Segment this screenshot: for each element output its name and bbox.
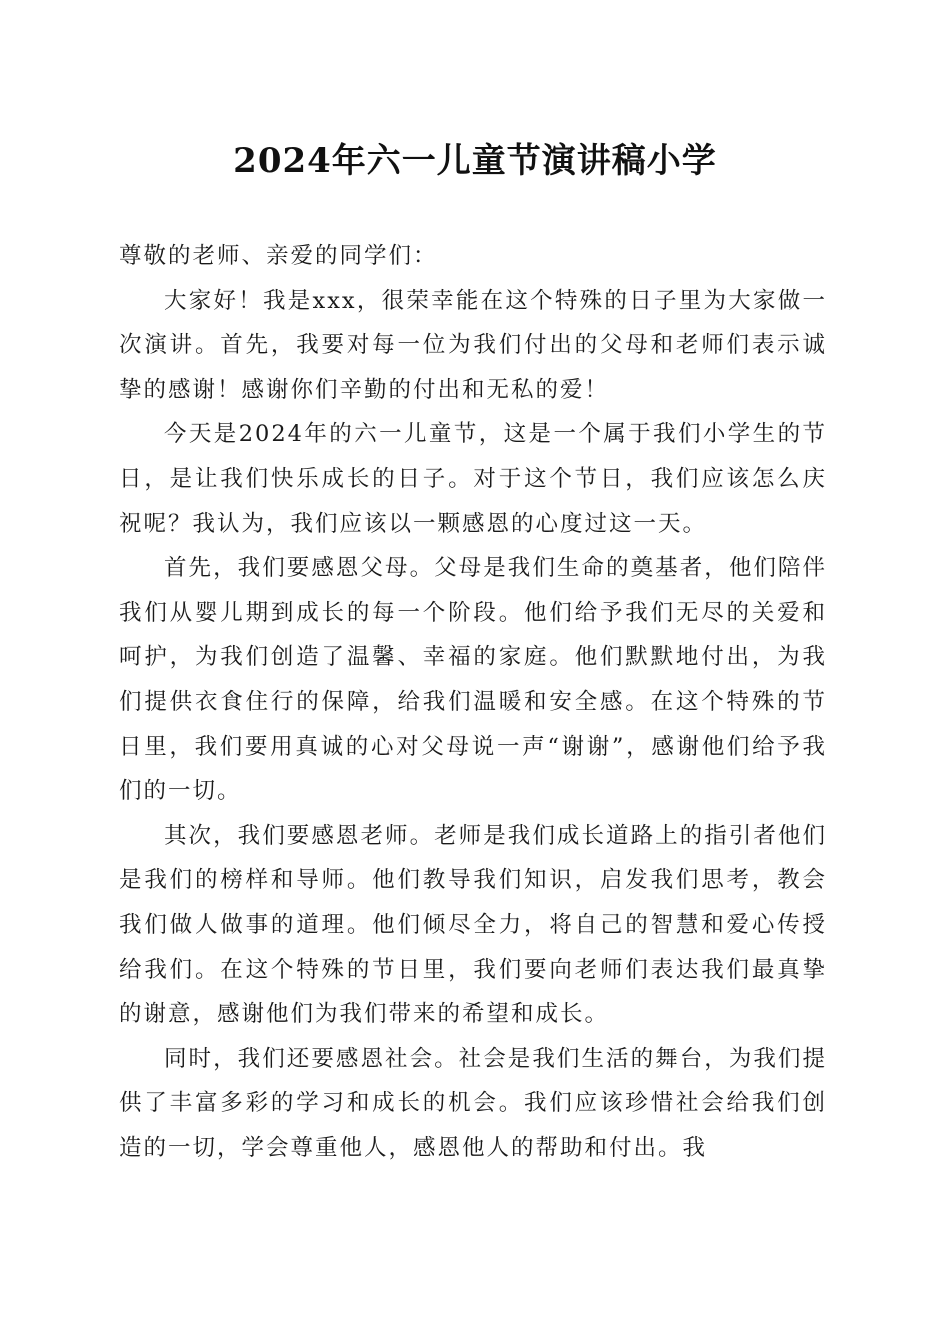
paragraph-childrens-day: 今天是2024年的六一儿童节，这是一个属于我们小学生的节日，是让我们快乐成长的日子。对于这个节日，我们应该怎么庆祝呢？我认为，我们应该以一颗感恩的心度过这一天。 — [119, 421, 827, 537]
paragraph-thank-parents: 首先，我们要感恩父母。父母是我们生命的奠基者，他们陪伴我们从婴儿期到成长的每一个阶段。他们给予我们无尽的关爱和呵护，为我们创造了温馨、幸福的家庭。他们默默地付出，为我们提供衣食住行的保障，给我们温暖和安全感。在这个特殊的节日里，我们要用真诚的心对父母说一声“谢谢”，感谢他们给予我们的一切。 — [119, 555, 827, 805]
document-body — [119, 234, 827, 1170]
paragraph-greeting: 大家好！我是xxx，很荣幸能在这个特殊的日子里为大家做一次演讲。首先，我要对每一位为我们付出的父母和老师们表示诚挚的感谢！感谢你们辛勤的付出和无私的爱！ — [119, 287, 827, 403]
paragraph-thank-teachers: 其次，我们要感恩老师。老师是我们成长道路上的指引者他们是我们的榜样和导师。他们教导我们知识，启发我们思考，教会我们做人做事的道理。他们倾尽全力，将自己的智慧和爱心传授给我们。在这个特殊的节日里，我们要向老师们表达我们最真挚的谢意，感谢他们为我们带来的希望和成长。 — [119, 822, 827, 1028]
paragraph-thank-society: 同时，我们还要感恩社会。社会是我们生活的舞台，为我们提供了丰富多彩的学习和成长的机会。我们应该珍惜社会给我们创造的一切，学会尊重他人，感恩他人的帮助和付出。我 — [119, 1045, 827, 1161]
salutation: 尊敬的老师、亲爱的同学们： — [119, 243, 438, 269]
document-title: 2024年六一儿童节演讲稿小学 — [233, 141, 717, 181]
